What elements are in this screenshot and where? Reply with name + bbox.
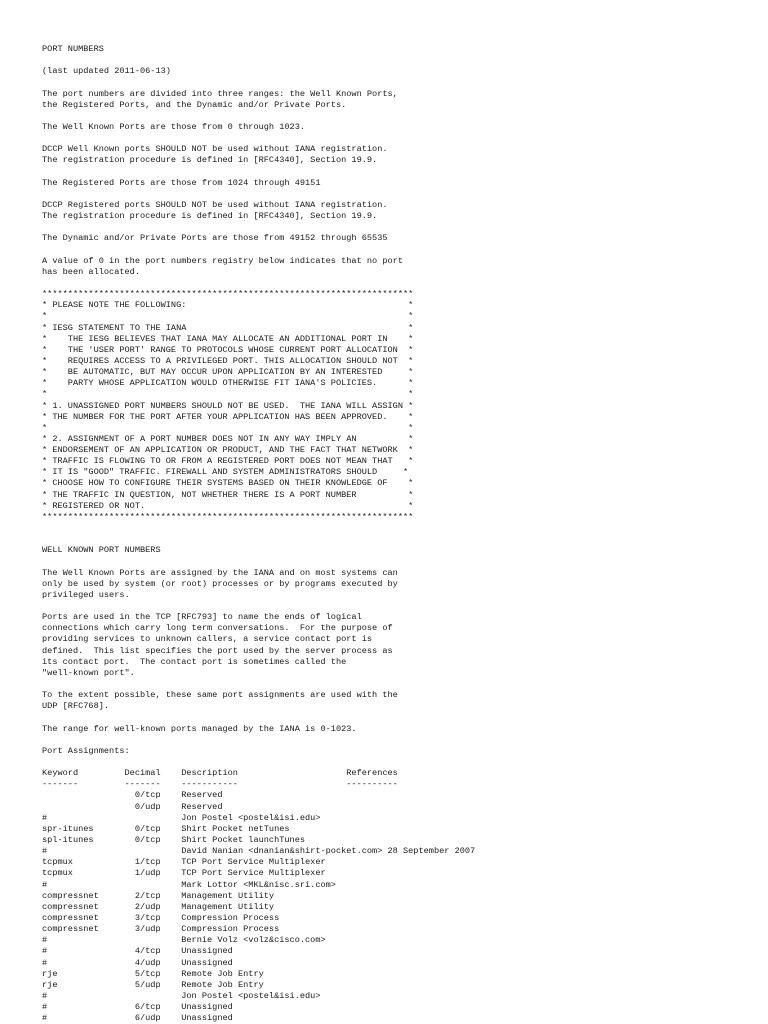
- document-line: The Well Known Ports are those from 0 through 1023.: [42, 121, 306, 132]
- document-line: * 2. ASSIGNMENT OF A PORT NUMBER DOES NOT IN ANY WAY IMPLY AN *: [42, 433, 414, 444]
- document-line: the Registered Ports, and the Dynamic and/or Private Ports.: [42, 99, 347, 110]
- document-line: # Jon Postel <postel&isi.edu>: [42, 990, 321, 1001]
- document-line: [42, 55, 742, 66]
- document-line: The Well Known Ports are assigned by the IANA and on most systems can: [42, 567, 398, 578]
- document-line: providing services to unknown callers, a service contact port is: [42, 634, 373, 645]
- document-line: * REGISTERED OR NOT. *: [42, 500, 414, 511]
- document-line: "well-known port".: [42, 667, 135, 678]
- document-line: Ports are used in the TCP [RFC793] to name the ends of logical: [42, 612, 362, 623]
- document-line: * IT IS "GOOD" TRAFFIC. FIREWALL AND SYSTEM ADMINISTRATORS SHOULD *: [42, 467, 409, 478]
- document-line: * 1. UNASSIGNED PORT NUMBERS SHOULD NOT BE USED. THE IANA WILL ASSIGN *: [42, 400, 414, 411]
- document-line: * CHOOSE HOW TO CONFIGURE THEIR SYSTEMS BASED ON THEIR KNOWLEDGE OF *: [42, 478, 414, 489]
- document-line: WELL KNOWN PORT NUMBERS: [42, 545, 161, 556]
- document-line: rje 5/tcp Remote Job Entry: [42, 968, 264, 979]
- document-line: DCCP Registered ports SHOULD NOT be used without IANA registration.: [42, 199, 388, 210]
- document-line: DCCP Well Known ports SHOULD NOT be used without IANA registration.: [42, 144, 388, 155]
- document-line: 0/udp Reserved: [42, 801, 223, 812]
- document-line: (last updated 2011-06-13): [42, 66, 171, 77]
- document-line: tcpmux 1/udp TCP Port Service Multiplexer: [42, 868, 326, 879]
- document-line: compressnet 2/udp Management Utility: [42, 901, 275, 912]
- document-line: ************************************************************************: [42, 289, 414, 300]
- document-line: * PARTY WHOSE APPLICATION WOULD OTHERWISE FIT IANA'S POLICIES. *: [42, 378, 414, 389]
- document-line: [42, 679, 742, 690]
- document-line: * THE TRAFFIC IN QUESTION, NOT WHETHER THERE IS A PORT NUMBER *: [42, 489, 414, 500]
- document-line: [42, 278, 742, 289]
- document-line: # Mark Lottor <MKL&nisc.sri.com>: [42, 879, 336, 890]
- document-line: Keyword Decimal Description References: [42, 768, 398, 779]
- document-line: [42, 77, 742, 88]
- document-line: privileged users.: [42, 589, 130, 600]
- document-line: # Bernie Volz <volz&cisco.com>: [42, 935, 326, 946]
- document-line: * REQUIRES ACCESS TO A PRIVILEGED PORT. THIS ALLOCATION SHOULD NOT *: [42, 355, 414, 366]
- document-line: # David Nanian <dnanian&shirt-pocket.com> 28 September 2007: [42, 846, 476, 857]
- document-line: ------- ------- ----------- ----------: [42, 779, 398, 790]
- document-line: [42, 601, 742, 612]
- document-line: [42, 534, 742, 545]
- document-line: # 6/udp Unassigned: [42, 1013, 233, 1024]
- document-line: compressnet 2/tcp Management Utility: [42, 890, 275, 901]
- document-line: [42, 523, 742, 534]
- document-line: [42, 245, 742, 256]
- document-line: The port numbers are divided into three ranges: the Well Known Ports,: [42, 88, 398, 99]
- document-line: compressnet 3/udp Compression Process: [42, 924, 280, 935]
- document-line: * THE NUMBER FOR THE PORT AFTER YOUR APPLICATION HAS BEEN APPROVED. *: [42, 411, 414, 422]
- document-line: [42, 556, 742, 567]
- document-line: * PLEASE NOTE THE FOLLOWING: *: [42, 300, 414, 311]
- document-line: * *: [42, 389, 414, 400]
- document-line: [42, 111, 742, 122]
- document-line: [42, 222, 742, 233]
- document-line: ************************************************************************: [42, 511, 414, 522]
- document-line: [42, 712, 742, 723]
- document-line: # 4/tcp Unassigned: [42, 946, 233, 957]
- document-line: The registration procedure is defined in [RFC4340], Section 19.9.: [42, 155, 378, 166]
- document-line: # 4/udp Unassigned: [42, 957, 233, 968]
- document-line: compressnet 3/tcp Compression Process: [42, 912, 280, 923]
- document-line: tcpmux 1/tcp TCP Port Service Multiplexer: [42, 857, 326, 868]
- document-line: To the extent possible, these same port assignments are used with the: [42, 690, 398, 701]
- document-line: [42, 167, 742, 178]
- document-line: # Jon Postel <postel&isi.edu>: [42, 812, 321, 823]
- document-line: * IESG STATEMENT TO THE IANA *: [42, 322, 414, 333]
- document-line: only be used by system (or root) processes or by programs executed by: [42, 578, 398, 589]
- document-line: * TRAFFIC IS FLOWING TO OR FROM A REGISTERED PORT DOES NOT MEAN THAT *: [42, 456, 414, 467]
- document-line: connections which carry long term conversations. For the purpose of: [42, 623, 393, 634]
- document-line: [42, 735, 742, 746]
- document-line: # 6/tcp Unassigned: [42, 1002, 233, 1013]
- document-line: its contact port. The contact port is sometimes called the: [42, 656, 347, 667]
- document-line: The Dynamic and/or Private Ports are those from 49152 through 65535: [42, 233, 388, 244]
- document-line: * THE IESG BELIEVES THAT IANA MAY ALLOCATE AN ADDITIONAL PORT IN *: [42, 333, 414, 344]
- document-line: * *: [42, 311, 414, 322]
- document-line: UDP [RFC768].: [42, 701, 110, 712]
- document-line: [42, 757, 742, 768]
- document-line: spl-itunes 0/tcp Shirt Pocket launchTunes: [42, 834, 306, 845]
- document-line: * THE 'USER PORT' RANGE TO PROTOCOLS WHOSE CURRENT PORT ALLOCATION *: [42, 344, 414, 355]
- port-numbers-document: [42, 44, 742, 1024]
- document-line: [42, 189, 742, 200]
- document-line: The registration procedure is defined in [RFC4340], Section 19.9.: [42, 211, 378, 222]
- document-line: rje 5/udp Remote Job Entry: [42, 979, 264, 990]
- document-line: A value of 0 in the port numbers registry below indicates that no port: [42, 255, 403, 266]
- document-line: The range for well-known ports managed by the IANA is 0-1023.: [42, 723, 357, 734]
- document-line: Port Assignments:: [42, 745, 130, 756]
- document-line: * BE AUTOMATIC, BUT MAY OCCUR UPON APPLICATION BY AN INTERESTED *: [42, 367, 414, 378]
- document-line: PORT NUMBERS: [42, 44, 104, 54]
- document-line: * ENDORSEMENT OF AN APPLICATION OR PRODUCT, AND THE FACT THAT NETWORK *: [42, 445, 414, 456]
- document-line: [42, 133, 742, 144]
- document-line: The Registered Ports are those from 1024 through 49151: [42, 177, 321, 188]
- document-line: 0/tcp Reserved: [42, 790, 223, 801]
- document-line: has been allocated.: [42, 266, 140, 277]
- document-line: spr-itunes 0/tcp Shirt Pocket netTunes: [42, 823, 290, 834]
- document-line: defined. This list specifies the port used by the server process as: [42, 645, 393, 656]
- document-line: * *: [42, 422, 414, 433]
